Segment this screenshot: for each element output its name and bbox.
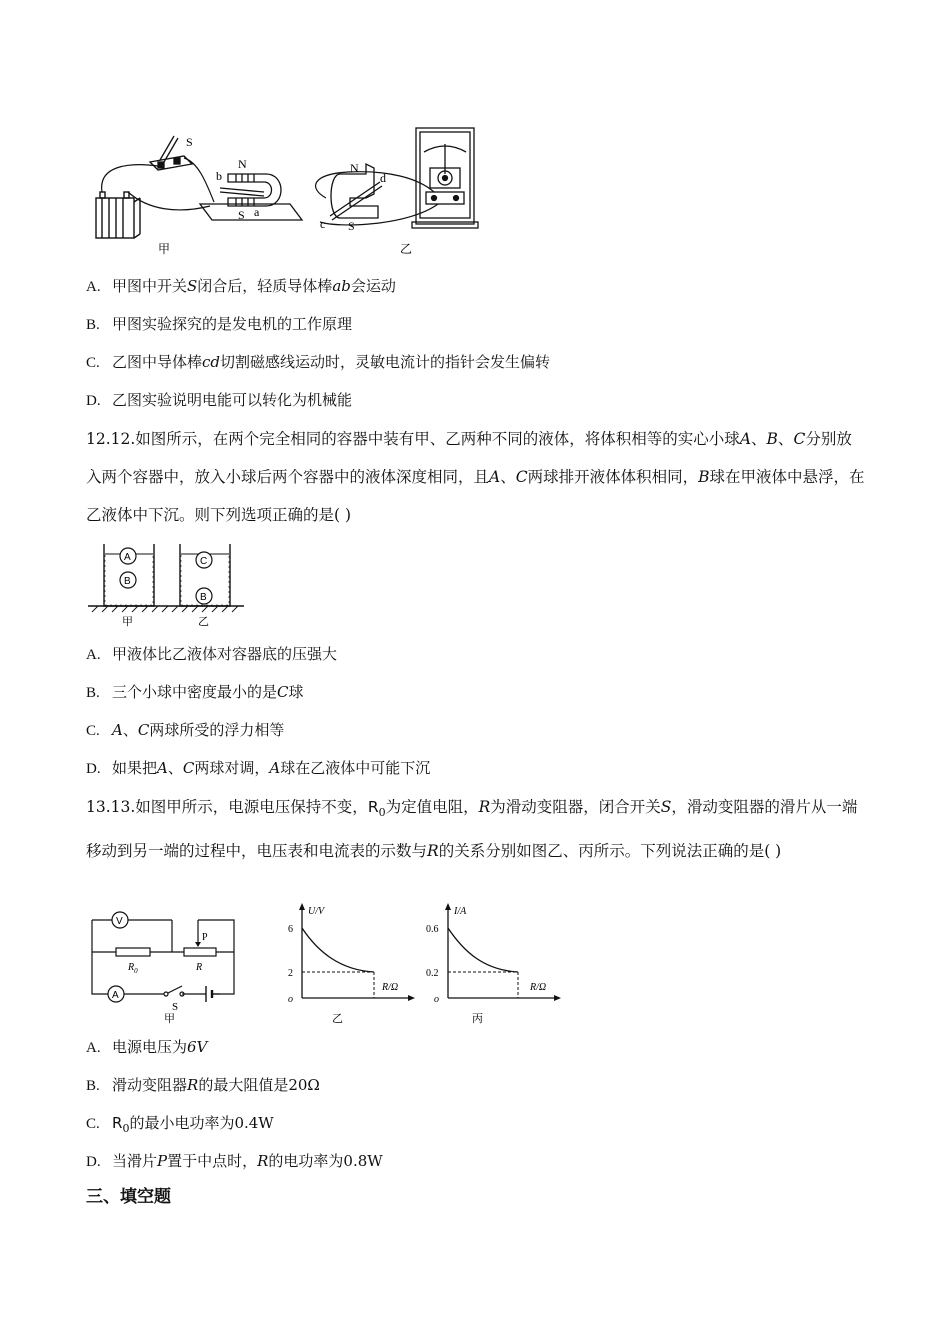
stem-text: 、	[500, 468, 516, 486]
option-letter: C.	[86, 723, 100, 739]
var-cd: cd	[202, 353, 221, 371]
var-c: C	[277, 683, 289, 701]
label-b: b	[216, 169, 222, 183]
var-6v: 6V	[187, 1038, 208, 1056]
y-axis-arrow-icon	[445, 903, 451, 910]
battery-icon	[206, 986, 220, 1002]
var: R	[478, 798, 491, 816]
y-axis-label: U/V	[308, 906, 325, 917]
r0-subscript: 0	[378, 806, 386, 820]
figure-q12-containers	[88, 538, 248, 630]
var: C	[793, 430, 806, 448]
wire	[102, 165, 158, 192]
q11-option-d	[86, 390, 352, 411]
q12-stem	[86, 420, 866, 534]
q13-option-c	[86, 1113, 274, 1139]
q11-option-a	[86, 276, 396, 297]
ball-c-label: C	[200, 556, 208, 567]
caption-yi: 乙	[400, 242, 413, 256]
q12-option-d	[86, 758, 430, 779]
var: A	[489, 468, 501, 486]
option-text: 滑动变阻器	[112, 1076, 188, 1094]
y-axis-label: I/A	[454, 906, 467, 917]
label-d: d	[380, 171, 386, 185]
option-letter: B.	[86, 317, 100, 333]
label-c: c	[320, 217, 326, 231]
option-letter: A.	[86, 647, 101, 663]
q12-option-a	[86, 644, 337, 665]
label-magnet-s: S	[238, 208, 245, 222]
label-s2: S	[348, 219, 355, 233]
option-letter: D.	[86, 761, 101, 777]
ammeter-label: A	[112, 990, 119, 1001]
figure-q11-motor-and-generator	[88, 122, 488, 260]
y-tick-label: 0.6	[426, 924, 439, 935]
var-ab: ab	[332, 277, 351, 295]
option-letter: C.	[86, 355, 100, 371]
section-heading-fill-in-blank: 三、填空题	[86, 1187, 171, 1207]
r0-symbol: R	[367, 798, 379, 816]
var: A	[739, 430, 752, 448]
option-text: 两球对调，	[194, 759, 270, 777]
series-line-i	[448, 928, 518, 972]
option-text: 当滑片	[112, 1152, 158, 1170]
stem-text: 为定值电阻，	[385, 798, 479, 816]
stem-text: 、	[751, 430, 767, 448]
option-text: 甲图中开关	[112, 277, 188, 295]
caption-jia: 甲	[158, 242, 171, 256]
ball-b2-label: B	[200, 592, 207, 603]
y-tick-label: 0.2	[426, 968, 439, 979]
switch-icon	[164, 986, 184, 996]
option-text: 电源电压为	[112, 1038, 188, 1056]
graph-bing-current	[422, 900, 568, 1028]
q11-option-b	[86, 314, 352, 335]
x-axis-arrow-icon	[408, 995, 415, 1001]
var: R	[427, 842, 439, 861]
option-text: 置于中点时，	[167, 1152, 258, 1170]
q12-option-b	[86, 682, 304, 703]
option-text: 乙图实验说明电能可以转化为机械能	[112, 391, 353, 409]
option-text: 闭合后，轻质导体棒	[197, 277, 333, 295]
option-letter: B.	[86, 1078, 100, 1094]
label-switch-s: S	[186, 135, 193, 149]
option-letter: B.	[86, 685, 100, 701]
stem-text: 分别放入两个容器中，放入小球后两个容器中的液体深度相同，且	[86, 430, 852, 486]
q13-stem	[86, 788, 866, 870]
option-text: 会运动	[350, 277, 396, 295]
var-p: P	[157, 1152, 168, 1170]
voltmeter-label: V	[116, 916, 123, 927]
stem-text: ，滑动变阻器的滑片从一端移动到另一端的过程中，电压表和电流表的示数与	[86, 798, 858, 861]
var-r: R	[257, 1152, 269, 1170]
option-text: 三个小球中密度最小的是	[112, 683, 278, 701]
y-axis-arrow-icon	[299, 903, 305, 910]
var: B	[698, 468, 710, 486]
label-a: a	[254, 205, 260, 219]
y-tick-label: 6	[288, 924, 293, 935]
slider-arrow-icon	[195, 942, 201, 947]
var-a: A	[157, 759, 168, 777]
label-magnet-n: N	[238, 157, 247, 171]
caption-jia: 甲	[164, 1012, 175, 1025]
ball-a-label: A	[124, 552, 131, 563]
var-a: A	[269, 759, 281, 777]
x-axis-arrow-icon	[554, 995, 561, 1001]
stem-text: 球在甲液体中悬浮，在乙液体中下沉。则下列选项正确的是( )	[86, 468, 865, 524]
caption-yi: 乙	[198, 615, 209, 628]
graph-yi-voltage	[282, 900, 422, 1028]
var: S	[660, 798, 672, 816]
y-tick-label: 2	[288, 968, 293, 979]
label-r: R	[196, 962, 203, 973]
rheostat-r	[184, 948, 216, 956]
option-text: 乙图中导体棒	[112, 353, 203, 371]
origin-label: o	[288, 994, 293, 1005]
option-text: 的最小电功率为0.4W	[129, 1114, 274, 1132]
q13-option-a	[86, 1037, 207, 1058]
stem-text: 的关系分别如图乙、丙所示。下列说法正确的是( )	[438, 842, 782, 861]
option-text: 的电功率为0.8W	[268, 1152, 383, 1170]
r0-subscript: 0	[122, 1122, 130, 1135]
stem-text: 两球排开液体体积相同，	[527, 468, 699, 486]
resistor-r0	[116, 948, 150, 956]
var-c: C	[137, 721, 150, 739]
figure-q13-circuit	[88, 906, 248, 1028]
circuit-wires	[92, 920, 234, 994]
graph-caption: 丙	[472, 1012, 483, 1025]
var: C	[515, 468, 528, 486]
battery-icon	[96, 192, 140, 238]
caption-jia: 甲	[122, 615, 133, 628]
var-r: R	[187, 1076, 199, 1094]
stem-text: 为滑动变阻器，闭合开关	[490, 798, 661, 816]
stem-text: 、	[777, 430, 794, 448]
option-text: 、	[122, 721, 138, 739]
ground-hatch	[92, 606, 238, 612]
option-letter: D.	[86, 1154, 101, 1170]
option-letter: C.	[86, 1116, 100, 1132]
series-line-u	[302, 928, 374, 972]
graph-caption: 乙	[332, 1012, 343, 1025]
option-letter: A.	[86, 1040, 101, 1056]
q13-option-d	[86, 1151, 383, 1172]
label-p: P	[202, 932, 208, 943]
label-switch-s: S	[172, 1001, 179, 1013]
option-text: 、	[167, 759, 183, 777]
option-text: 球在乙液体中可能下沉	[280, 759, 431, 777]
stem-text: 13.13.如图甲所示，电源电压保持不变，	[86, 798, 368, 816]
label-r0: $R_0$	[128, 962, 138, 975]
option-text: 如果把	[112, 759, 158, 777]
var-s: S	[187, 277, 198, 295]
option-letter: A.	[86, 279, 101, 295]
x-axis-label: R/Ω	[382, 982, 399, 993]
origin-label: o	[434, 994, 439, 1005]
var-c: C	[182, 759, 195, 777]
option-text: 球	[288, 683, 304, 701]
stem-text: 12.12.如图所示，在两个完全相同的容器中装有甲、乙两种不同的液体，将体积相等的实心小球	[86, 430, 740, 448]
var: B	[766, 430, 778, 448]
option-letter: D.	[86, 393, 101, 409]
option-text: 的最大阻值是20Ω	[198, 1076, 320, 1094]
option-text: 两球所受的浮力相等	[149, 721, 285, 739]
label-n2: N	[350, 161, 359, 175]
var-a: A	[112, 721, 123, 739]
option-text: 甲图实验探究的是发电机的工作原理	[112, 315, 353, 333]
ball-b-label: B	[124, 576, 131, 587]
option-text: 切割磁感线运动时，灵敏电流计的指针会发生偏转	[220, 353, 551, 371]
q13-option-b	[86, 1075, 320, 1096]
q11-option-c	[86, 352, 550, 373]
x-axis-label: R/Ω	[530, 982, 547, 993]
option-text: 甲液体比乙液体对容器底的压强大	[112, 645, 338, 663]
r0-symbol: R	[112, 1114, 123, 1132]
q12-option-c	[86, 720, 284, 741]
